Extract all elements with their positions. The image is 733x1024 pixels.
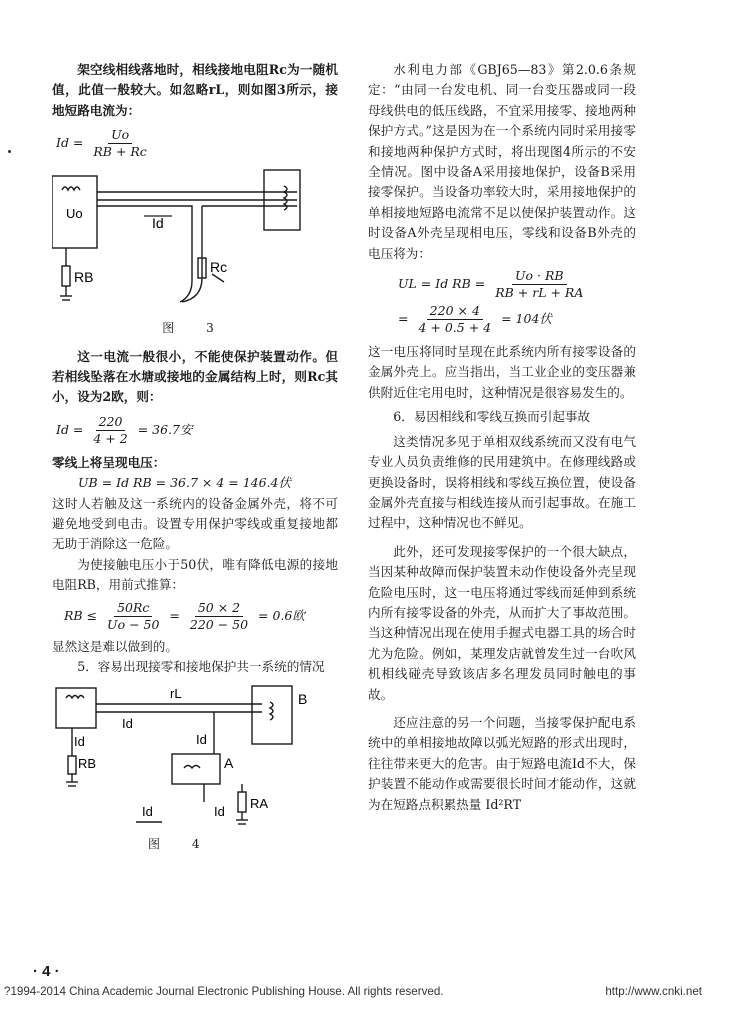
left-paragraph-5: 为使接触电压小于50伏，唯有降低电源的接地电阻RB，用前式推算： xyxy=(52,556,338,593)
label-uo: Uo xyxy=(66,206,83,222)
fraction xyxy=(492,268,586,301)
device-a-box xyxy=(172,754,220,784)
label-id-1: Id xyxy=(122,715,133,731)
numerator: 220 xyxy=(96,414,126,431)
left-paragraph-3: 零线上将呈现电压： xyxy=(52,454,166,470)
right-paragraph-2: 这一电压将同时呈现在此系统内所有接零设备的金属外壳上。应当指出，当工业企业的变压器兼供附近住宅用电时，这种情况是很容易发生的。 xyxy=(368,344,636,400)
formula-ul-value xyxy=(398,303,636,336)
fraction xyxy=(187,600,251,633)
fraction xyxy=(104,600,162,633)
label-a: A xyxy=(224,754,234,771)
denominator: 4 + 0.5 + 4 xyxy=(418,320,492,336)
formula-lhs: Id = xyxy=(56,135,84,151)
label-id-5: Id xyxy=(214,803,225,819)
figure-3-circuit xyxy=(52,166,338,314)
formula-eq: = xyxy=(169,607,180,623)
section-6-heading: 6．易因相线和零线互换而引起事故 xyxy=(393,409,591,425)
formula-lhs: UL = Id RB = xyxy=(398,276,486,292)
denominator: RB + Rc xyxy=(93,144,147,160)
denominator: Uo − 50 xyxy=(107,616,160,632)
formula-rhs: = 36.7安 xyxy=(137,421,193,437)
label-id-2: Id xyxy=(74,733,85,749)
label-id: Id xyxy=(152,215,164,232)
label-b: B xyxy=(298,690,308,707)
formula-lhs: RB ≤ xyxy=(64,607,98,623)
left-paragraph-2: 这一电流一般很小，不能使保护装置动作。但若相线坠落在水塘或接地的金属结构上时，则Rc其小，设为2欧，则： xyxy=(52,348,338,405)
right-paragraph-5: 还应注意的另一个问题，当接零保护配电系统中的单相接地故障以弧光短路的形式出现时，往往带来更大的危害。由于短路电流Id不大，保护装置不能动作或需要很长时间才能动作，这就为在短路点积累热量 Id²RT xyxy=(368,714,636,812)
label-rl: rL xyxy=(170,685,182,701)
section-5-heading: 5．容易出现接零和接地保护共一系统的情况 xyxy=(77,659,325,675)
page-number: · 4 · xyxy=(33,963,60,980)
fraction xyxy=(415,303,494,336)
numerator: Uo · RB xyxy=(512,268,567,285)
denominator: RB + rL + RA xyxy=(495,285,584,301)
right-paragraph-3: 这类情况多见于单相双线系统而又没有电气专业人员负责维修的民用建筑中。在修理线路或更换设备时，误将相线和零线互换位置，使设备金属外壳直接与相线连接从而引起事故。在施工过程中，这种情况也不鲜见。 xyxy=(368,433,636,531)
formula-rhs: = 0.6欧 xyxy=(258,607,305,623)
denominator: 220 − 50 xyxy=(189,616,249,632)
right-paragraph-1: 水利电力部《GBJ65—83》第2.0.6条规定：“由同一台发电机、同一台变压器或同一段母线供电的低压线路，不宜采用接零、接地两种保护方式。”这是因为在一个系统内同时采用接零和接地两种保护方式时，将出现图4所示的不安全情况。图中设备A采用接地保护，设备B采用接零保护。当设备功率较大时，采用接地保护的单相接地短路电流常不足以使保护装置动作。这时设备A外壳呈现相电压，零线和设备B外壳的电压将为： xyxy=(368,62,636,261)
label-id-4: Id xyxy=(142,803,153,819)
formula-rb xyxy=(64,600,338,633)
numerator: Uo xyxy=(108,127,132,144)
transformer-box xyxy=(56,688,96,728)
fraction xyxy=(90,127,149,160)
left-paragraph-1: 架空线相线落地时，相线接地电阻Rc为一随机值，此值一般较大。如忽略rL，则如图3所示，接地短路电流为： xyxy=(52,62,338,118)
left-paragraph-6: 显然这是难以做到的。 xyxy=(52,638,178,654)
formula-ub: UB = Id RB = 36.7 × 4 = 146.4伏 xyxy=(78,475,291,491)
right-paragraph-4: 此外，还可发现接零保护的一个很大缺点，当因某种故障而保护装置未动作使设备外壳呈现危险电压时，这一电压将通过零线而延伸到系统内所有接零设备的外壳，从而扩大了事故范围。当这种情况出现在使用手握式电器工具的场合时尤为危险。例如，某理发店就曾发生过一台吹风机相线碰壳导致该店多名理发员同时触电的事故。 xyxy=(368,543,636,702)
footer-copyright: ?1994-2014 China Academic Journal Electronic Publishing House. All rights reserved. xyxy=(4,985,444,998)
figure-4-circuit xyxy=(52,684,338,834)
footer xyxy=(4,985,730,998)
label-rb: RB xyxy=(78,755,97,771)
formula-ul xyxy=(398,268,636,301)
label-rc: Rc xyxy=(210,259,228,276)
left-paragraph-4: 这时人若触及这一系统内的设备金属外壳，将不可避免地受到电击。设置专用保护零线或重复接地都无助于消除这一危险。 xyxy=(52,495,338,552)
footer-url: http://www.cnki.net xyxy=(605,985,702,998)
formula-id-1 xyxy=(56,127,338,160)
numerator: 50Rc xyxy=(114,600,152,617)
formula-rhs: = 104伏 xyxy=(501,311,552,327)
fraction xyxy=(90,414,130,447)
label-id-3: Id xyxy=(196,731,207,747)
label-rb: RB xyxy=(74,269,94,286)
formula-eq: = xyxy=(398,311,409,327)
denominator: 4 + 2 xyxy=(93,430,128,446)
right-column xyxy=(368,60,636,815)
numerator: 220 × 4 xyxy=(427,303,483,320)
numerator: 50 × 2 xyxy=(195,600,243,617)
figure-3-caption: 图 3 xyxy=(162,321,228,336)
margin-mark xyxy=(8,150,11,153)
left-column xyxy=(52,60,338,854)
formula-lhs: Id = xyxy=(56,421,84,437)
figure-4-caption: 图 4 xyxy=(148,836,214,851)
formula-id-2 xyxy=(56,414,338,447)
label-ra: RA xyxy=(250,795,269,811)
